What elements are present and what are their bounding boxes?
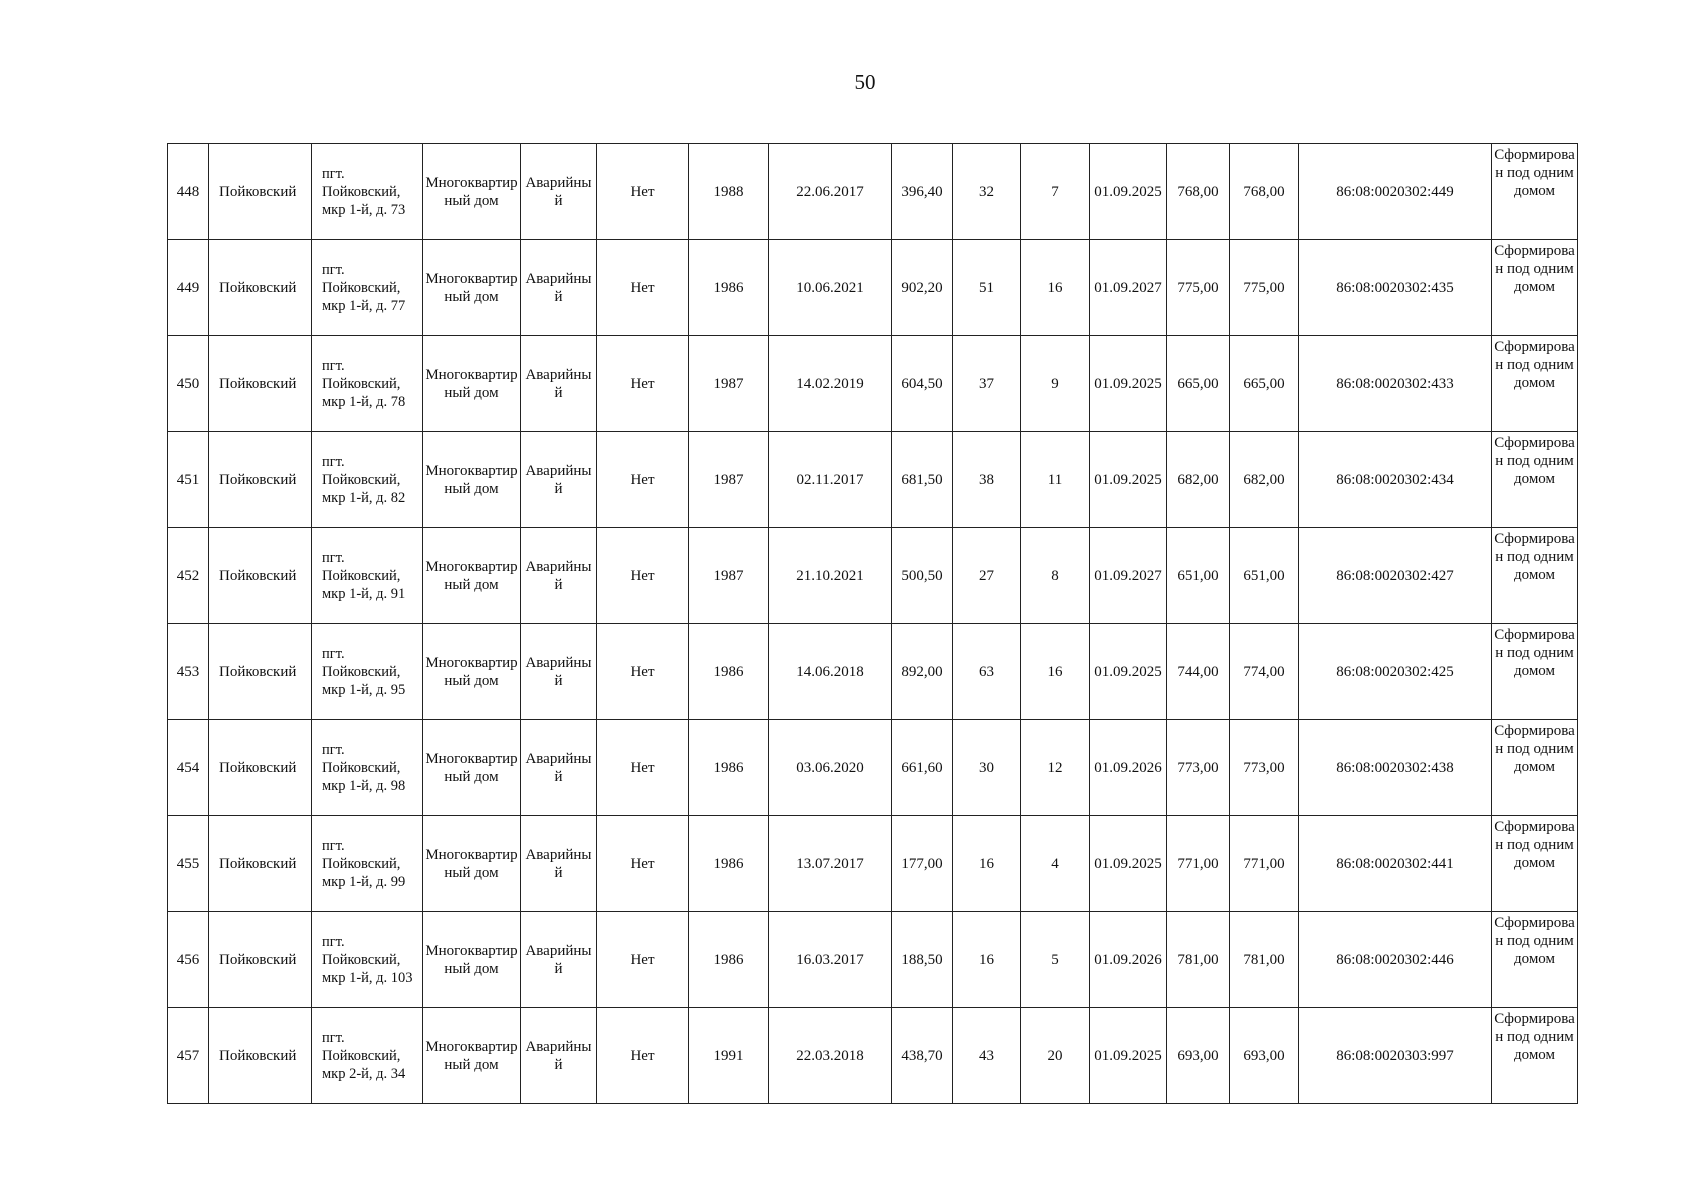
cell-date: 14.02.2019 <box>769 336 892 432</box>
cell-area: 438,70 <box>892 1008 953 1104</box>
cell-settlement: Пойковский <box>209 816 312 912</box>
table-row <box>168 720 1578 816</box>
cell-year: 1986 <box>689 720 769 816</box>
page-number: 50 <box>854 70 876 94</box>
cell-cadastral-number: 86:08:0020302:438 <box>1299 720 1492 816</box>
cell-settlement: Пойковский <box>209 1008 312 1104</box>
cell-address: пгт. Пойковский, мкр 1-й, д. 82 <box>312 432 423 528</box>
cell-cadastral-number: 86:08:0020302:427 <box>1299 528 1492 624</box>
cell-building-type: Многоквартирный дом <box>423 144 521 240</box>
cell-date: 02.11.2017 <box>769 432 892 528</box>
cell-premises: 12 <box>1021 720 1090 816</box>
cell-year: 1991 <box>689 1008 769 1104</box>
cell-date: 10.06.2021 <box>769 240 892 336</box>
table-row <box>168 912 1578 1008</box>
cell-premises: 9 <box>1021 336 1090 432</box>
cell-row-number: 453 <box>168 624 209 720</box>
cell-flag: Нет <box>597 240 689 336</box>
cell-deadline: 01.09.2025 <box>1090 1008 1167 1104</box>
cell-row-number: 452 <box>168 528 209 624</box>
cell-address: пгт. Пойковский, мкр 1-й, д. 78 <box>312 336 423 432</box>
cell-area: 188,50 <box>892 912 953 1008</box>
cell-note: Сформирован под одним домом <box>1492 1008 1578 1104</box>
cell-flag: Нет <box>597 624 689 720</box>
cell-land-area-total: 771,00 <box>1230 816 1299 912</box>
cell-status: Аварийный <box>521 144 597 240</box>
cell-row-number: 454 <box>168 720 209 816</box>
cell-deadline: 01.09.2026 <box>1090 720 1167 816</box>
cell-cadastral-number: 86:08:0020302:434 <box>1299 432 1492 528</box>
cell-year: 1986 <box>689 240 769 336</box>
cell-premises: 5 <box>1021 912 1090 1008</box>
cell-date: 03.06.2020 <box>769 720 892 816</box>
cell-settlement: Пойковский <box>209 912 312 1008</box>
cell-area: 604,50 <box>892 336 953 432</box>
cell-date: 16.03.2017 <box>769 912 892 1008</box>
cell-flag: Нет <box>597 1008 689 1104</box>
cell-cadastral-number: 86:08:0020303:997 <box>1299 1008 1492 1104</box>
cell-address: пгт. Пойковский, мкр 2-й, д. 34 <box>312 1008 423 1104</box>
table-row <box>168 1008 1578 1104</box>
cell-flag: Нет <box>597 816 689 912</box>
cell-land-area: 773,00 <box>1167 720 1230 816</box>
cell-land-area-total: 781,00 <box>1230 912 1299 1008</box>
cell-settlement: Пойковский <box>209 336 312 432</box>
cell-settlement: Пойковский <box>209 528 312 624</box>
cell-land-area-total: 682,00 <box>1230 432 1299 528</box>
cell-status: Аварийный <box>521 432 597 528</box>
cell-row-number: 457 <box>168 1008 209 1104</box>
cell-row-number: 450 <box>168 336 209 432</box>
cell-land-area: 775,00 <box>1167 240 1230 336</box>
cell-note: Сформирован под одним домом <box>1492 432 1578 528</box>
cell-premises: 20 <box>1021 1008 1090 1104</box>
cell-cadastral-number: 86:08:0020302:449 <box>1299 144 1492 240</box>
table-row <box>168 336 1578 432</box>
cell-date: 22.06.2017 <box>769 144 892 240</box>
cell-row-number: 449 <box>168 240 209 336</box>
cell-residents: 51 <box>953 240 1021 336</box>
table-row <box>168 432 1578 528</box>
cell-row-number: 455 <box>168 816 209 912</box>
cell-building-type: Многоквартирный дом <box>423 720 521 816</box>
cell-settlement: Пойковский <box>209 240 312 336</box>
cell-settlement: Пойковский <box>209 144 312 240</box>
cell-building-type: Многоквартирный дом <box>423 912 521 1008</box>
cell-date: 13.07.2017 <box>769 816 892 912</box>
cell-settlement: Пойковский <box>209 720 312 816</box>
cell-residents: 16 <box>953 912 1021 1008</box>
cell-address: пгт. Пойковский, мкр 1-й, д. 98 <box>312 720 423 816</box>
table-row <box>168 816 1578 912</box>
cell-land-area-total: 773,00 <box>1230 720 1299 816</box>
cell-land-area-total: 651,00 <box>1230 528 1299 624</box>
cell-residents: 27 <box>953 528 1021 624</box>
cell-land-area: 744,00 <box>1167 624 1230 720</box>
cell-status: Аварийный <box>521 624 597 720</box>
cell-residents: 37 <box>953 336 1021 432</box>
cell-residents: 38 <box>953 432 1021 528</box>
cell-residents: 43 <box>953 1008 1021 1104</box>
cell-status: Аварийный <box>521 240 597 336</box>
cell-year: 1987 <box>689 336 769 432</box>
table-row <box>168 528 1578 624</box>
cell-year: 1988 <box>689 144 769 240</box>
cell-building-type: Многоквартирный дом <box>423 240 521 336</box>
cell-status: Аварийный <box>521 336 597 432</box>
cell-status: Аварийный <box>521 1008 597 1104</box>
cell-deadline: 01.09.2025 <box>1090 624 1167 720</box>
cell-building-type: Многоквартирный дом <box>423 816 521 912</box>
cell-status: Аварийный <box>521 528 597 624</box>
cell-building-type: Многоквартирный дом <box>423 624 521 720</box>
cell-flag: Нет <box>597 720 689 816</box>
cell-date: 21.10.2021 <box>769 528 892 624</box>
cell-status: Аварийный <box>521 720 597 816</box>
cell-date: 14.06.2018 <box>769 624 892 720</box>
cell-deadline: 01.09.2027 <box>1090 528 1167 624</box>
cell-status: Аварийный <box>521 816 597 912</box>
cell-year: 1987 <box>689 432 769 528</box>
cell-note: Сформирован под одним домом <box>1492 816 1578 912</box>
cell-land-area: 781,00 <box>1167 912 1230 1008</box>
cell-building-type: Многоквартирный дом <box>423 336 521 432</box>
cell-year: 1987 <box>689 528 769 624</box>
cell-settlement: Пойковский <box>209 624 312 720</box>
housing-table <box>167 143 1578 1104</box>
cell-land-area: 651,00 <box>1167 528 1230 624</box>
cell-premises: 16 <box>1021 624 1090 720</box>
cell-date: 22.03.2018 <box>769 1008 892 1104</box>
cell-land-area: 693,00 <box>1167 1008 1230 1104</box>
cell-premises: 16 <box>1021 240 1090 336</box>
cell-residents: 32 <box>953 144 1021 240</box>
cell-area: 681,50 <box>892 432 953 528</box>
cell-address: пгт. Пойковский, мкр 1-й, д. 77 <box>312 240 423 336</box>
cell-note: Сформирован под одним домом <box>1492 912 1578 1008</box>
cell-settlement: Пойковский <box>209 432 312 528</box>
table-row <box>168 240 1578 336</box>
cell-building-type: Многоквартирный дом <box>423 1008 521 1104</box>
cell-address: пгт. Пойковский, мкр 1-й, д. 91 <box>312 528 423 624</box>
cell-cadastral-number: 86:08:0020302:446 <box>1299 912 1492 1008</box>
cell-deadline: 01.09.2027 <box>1090 240 1167 336</box>
cell-deadline: 01.09.2026 <box>1090 912 1167 1008</box>
cell-note: Сформирован под одним домом <box>1492 336 1578 432</box>
cell-land-area-total: 768,00 <box>1230 144 1299 240</box>
cell-land-area: 682,00 <box>1167 432 1230 528</box>
cell-land-area: 768,00 <box>1167 144 1230 240</box>
cell-year: 1986 <box>689 912 769 1008</box>
cell-premises: 11 <box>1021 432 1090 528</box>
cell-row-number: 451 <box>168 432 209 528</box>
cell-area: 177,00 <box>892 816 953 912</box>
cell-cadastral-number: 86:08:0020302:441 <box>1299 816 1492 912</box>
cell-address: пгт. Пойковский, мкр 1-й, д. 99 <box>312 816 423 912</box>
cell-building-type: Многоквартирный дом <box>423 528 521 624</box>
cell-address: пгт. Пойковский, мкр 1-й, д. 73 <box>312 144 423 240</box>
cell-premises: 8 <box>1021 528 1090 624</box>
cell-residents: 30 <box>953 720 1021 816</box>
cell-note: Сформирован под одним домом <box>1492 144 1578 240</box>
cell-area: 892,00 <box>892 624 953 720</box>
cell-premises: 7 <box>1021 144 1090 240</box>
cell-area: 396,40 <box>892 144 953 240</box>
cell-address: пгт. Пойковский, мкр 1-й, д. 95 <box>312 624 423 720</box>
cell-land-area-total: 774,00 <box>1230 624 1299 720</box>
cell-cadastral-number: 86:08:0020302:425 <box>1299 624 1492 720</box>
cell-flag: Нет <box>597 912 689 1008</box>
cell-note: Сформирован под одним домом <box>1492 528 1578 624</box>
cell-area: 902,20 <box>892 240 953 336</box>
cell-premises: 4 <box>1021 816 1090 912</box>
cell-row-number: 456 <box>168 912 209 1008</box>
cell-residents: 63 <box>953 624 1021 720</box>
cell-deadline: 01.09.2025 <box>1090 336 1167 432</box>
cell-land-area-total: 693,00 <box>1230 1008 1299 1104</box>
cell-cadastral-number: 86:08:0020302:435 <box>1299 240 1492 336</box>
cell-address: пгт. Пойковский, мкр 1-й, д. 103 <box>312 912 423 1008</box>
cell-flag: Нет <box>597 336 689 432</box>
cell-residents: 16 <box>953 816 1021 912</box>
cell-note: Сформирован под одним домом <box>1492 624 1578 720</box>
cell-deadline: 01.09.2025 <box>1090 816 1167 912</box>
cell-building-type: Многоквартирный дом <box>423 432 521 528</box>
cell-note: Сформирован под одним домом <box>1492 720 1578 816</box>
cell-deadline: 01.09.2025 <box>1090 144 1167 240</box>
cell-deadline: 01.09.2025 <box>1090 432 1167 528</box>
cell-flag: Нет <box>597 144 689 240</box>
cell-row-number: 448 <box>168 144 209 240</box>
cell-land-area-total: 775,00 <box>1230 240 1299 336</box>
cell-flag: Нет <box>597 432 689 528</box>
table-row <box>168 624 1578 720</box>
cell-cadastral-number: 86:08:0020302:433 <box>1299 336 1492 432</box>
cell-flag: Нет <box>597 528 689 624</box>
cell-year: 1986 <box>689 816 769 912</box>
cell-land-area: 771,00 <box>1167 816 1230 912</box>
cell-land-area: 665,00 <box>1167 336 1230 432</box>
cell-note: Сформирован под одним домом <box>1492 240 1578 336</box>
cell-area: 500,50 <box>892 528 953 624</box>
cell-year: 1986 <box>689 624 769 720</box>
cell-status: Аварийный <box>521 912 597 1008</box>
cell-area: 661,60 <box>892 720 953 816</box>
cell-land-area-total: 665,00 <box>1230 336 1299 432</box>
table-row <box>168 144 1578 240</box>
